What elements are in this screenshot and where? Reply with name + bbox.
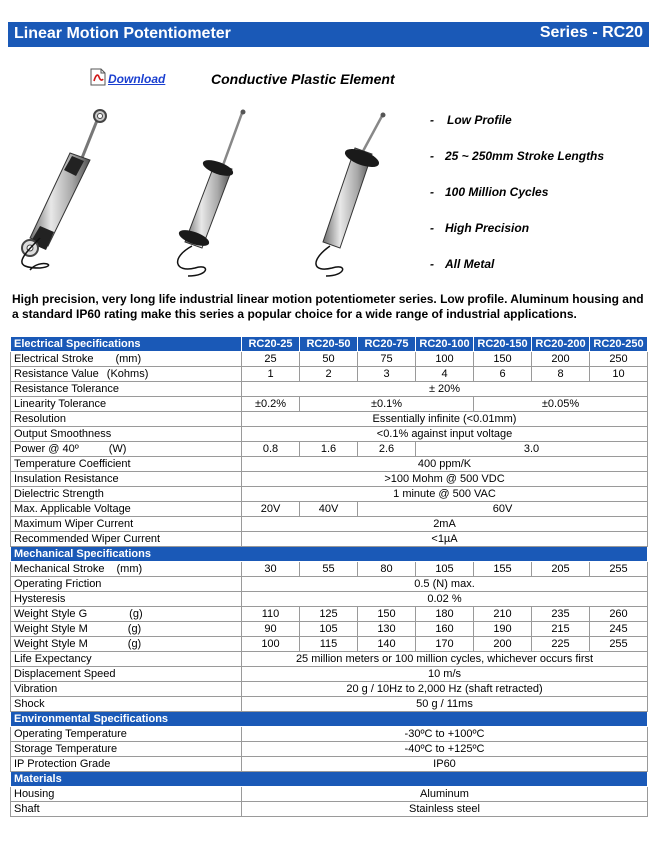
table-cell: 105 (300, 622, 358, 637)
table-cell: 10 m/s (242, 667, 648, 682)
table-cell: 255 (590, 637, 648, 652)
table-cell: 1.6 (300, 442, 358, 457)
table-cell: >100 Mohm @ 500 VDC (242, 472, 648, 487)
table-cell: 245 (590, 622, 648, 637)
table-row (11, 382, 648, 397)
page-title: Linear Motion Potentiometer (14, 25, 231, 42)
row-label: Dielectric Strength (11, 487, 242, 502)
table-cell: 0.02 % (242, 592, 648, 607)
electrical-header-row (11, 337, 648, 352)
row-label: Shaft (11, 802, 242, 817)
section-heading: Electrical Specifications (11, 337, 242, 352)
table-cell: 255 (590, 562, 648, 577)
table-cell: Aluminum (242, 787, 648, 802)
table-cell: 1 (242, 367, 300, 382)
table-row (11, 427, 648, 442)
row-label: Hysteresis (11, 592, 242, 607)
row-label: Max. Applicable Voltage (11, 502, 242, 517)
table-row (11, 397, 648, 412)
row-label: Temperature Coefficient (11, 457, 242, 472)
table-cell: 25 million meters or 100 million cycles, whichever occurs first (242, 652, 648, 667)
table-row (11, 637, 648, 652)
row-label: Linearity Tolerance (11, 397, 242, 412)
table-row (11, 592, 648, 607)
table-cell: 200 (532, 352, 590, 367)
table-cell: 20V (242, 502, 300, 517)
row-label: Power @ 40º (W) (11, 442, 242, 457)
row-label: Electrical Stroke (mm) (11, 352, 242, 367)
row-label: Mechanical Stroke (mm) (11, 562, 242, 577)
table-cell: 180 (416, 607, 474, 622)
product-photo-1 (22, 110, 106, 270)
feature-item: - High Precision (430, 221, 530, 235)
table-cell: 2mA (242, 517, 648, 532)
feature-item: - 100 Million Cycles (430, 185, 549, 199)
feature-item: - All Metal (430, 257, 495, 271)
table-cell: 2.6 (358, 442, 416, 457)
table-cell: 260 (590, 607, 648, 622)
row-label: Recommended Wiper Current (11, 532, 242, 547)
table-cell: 2 (300, 367, 358, 382)
table-row (11, 727, 648, 742)
product-photo-3 (316, 113, 386, 277)
row-label: Output Smoothness (11, 427, 242, 442)
table-cell: 225 (532, 637, 590, 652)
table-row (11, 442, 648, 457)
table-cell: 3 (358, 367, 416, 382)
section-heading: Materials (11, 772, 648, 787)
section-heading: Environmental Specifications (11, 712, 648, 727)
table-cell: 150 (474, 352, 532, 367)
table-row (11, 787, 648, 802)
table-cell: 140 (358, 637, 416, 652)
table-row (11, 412, 648, 427)
table-cell: ± 20% (242, 382, 648, 397)
table-cell: Essentially infinite (<0.01mm) (242, 412, 648, 427)
table-cell: 40V (300, 502, 358, 517)
table-cell: 90 (242, 622, 300, 637)
table-cell: 100 (416, 352, 474, 367)
model-header: RC20-100 (416, 337, 474, 352)
row-label: Shock (11, 697, 242, 712)
table-cell: 30 (242, 562, 300, 577)
row-label: Maximum Wiper Current (11, 517, 242, 532)
table-cell: 3.0 (416, 442, 648, 457)
table-cell: 6 (474, 367, 532, 382)
download-link[interactable]: Download (108, 72, 166, 86)
table-row (11, 667, 648, 682)
table-cell: 4 (416, 367, 474, 382)
title-bar (8, 22, 649, 47)
feature-item: - Low Profile (430, 113, 512, 127)
row-label: Weight Style G (g) (11, 607, 242, 622)
row-label: Resistance Value (Kohms) (11, 367, 242, 382)
row-label: Storage Temperature (11, 742, 242, 757)
product-description: High precision, very long life industrial linear motion potentiometer series. Low profile. Aluminum housing and a standard IP60 rating make this series a popular choice for a wide range of industrial applications. (12, 292, 644, 321)
table-cell: 55 (300, 562, 358, 577)
subtitle: Conductive Plastic Element (211, 71, 395, 87)
table-cell: 160 (416, 622, 474, 637)
table-cell: 0.5 (N) max. (242, 577, 648, 592)
table-cell: -40ºC to +125ºC (242, 742, 648, 757)
table-row (11, 532, 648, 547)
mechanical-header-row (11, 547, 648, 562)
table-row (11, 472, 648, 487)
table-row (11, 502, 648, 517)
table-cell: 25 (242, 352, 300, 367)
table-row (11, 577, 648, 592)
table-row (11, 682, 648, 697)
table-cell: ±0.2% (242, 397, 300, 412)
table-cell: 150 (358, 607, 416, 622)
table-cell: 190 (474, 622, 532, 637)
table-cell: 200 (474, 637, 532, 652)
table-row (11, 622, 648, 637)
model-header: RC20-250 (590, 337, 648, 352)
row-label: Weight Style M (g) (11, 622, 242, 637)
table-cell: -30ºC to +100ºC (242, 727, 648, 742)
table-row (11, 757, 648, 772)
product-photo-2 (177, 110, 246, 277)
table-row (11, 487, 648, 502)
model-header: RC20-200 (532, 337, 590, 352)
table-cell: 110 (242, 607, 300, 622)
table-cell: 60V (358, 502, 648, 517)
table-cell: 155 (474, 562, 532, 577)
table-cell: Stainless steel (242, 802, 648, 817)
table-cell: 115 (300, 637, 358, 652)
model-header: RC20-75 (358, 337, 416, 352)
table-cell: 20 g / 10Hz to 2,000 Hz (shaft retracted) (242, 682, 648, 697)
table-cell: <0.1% against input voltage (242, 427, 648, 442)
table-cell: 50 (300, 352, 358, 367)
table-cell: ±0.05% (474, 397, 648, 412)
model-header: RC20-150 (474, 337, 532, 352)
table-cell: 80 (358, 562, 416, 577)
row-label: Operating Temperature (11, 727, 242, 742)
pdf-icon[interactable] (90, 68, 106, 86)
table-row (11, 457, 648, 472)
table-cell: 205 (532, 562, 590, 577)
row-label: IP Protection Grade (11, 757, 242, 772)
table-cell: 8 (532, 367, 590, 382)
feature-item: - 25 ~ 250mm Stroke Lengths (430, 149, 605, 163)
row-label: Resolution (11, 412, 242, 427)
row-label: Resistance Tolerance (11, 382, 242, 397)
table-cell: 235 (532, 607, 590, 622)
section-heading: Mechanical Specifications (11, 547, 648, 562)
environmental-header-row (11, 712, 648, 727)
table-row (11, 802, 648, 817)
model-header: RC20-25 (242, 337, 300, 352)
table-row (11, 697, 648, 712)
table-row (11, 607, 648, 622)
model-header: RC20-50 (300, 337, 358, 352)
product-photos (10, 108, 420, 280)
table-cell: <1µA (242, 532, 648, 547)
table-cell: ±0.1% (300, 397, 474, 412)
row-label: Displacement Speed (11, 667, 242, 682)
row-label: Vibration (11, 682, 242, 697)
table-cell: IP60 (242, 757, 648, 772)
series-label: Series - RC20 (539, 24, 643, 41)
row-label: Housing (11, 787, 242, 802)
row-label: Life Expectancy (11, 652, 242, 667)
table-cell: 50 g / 11ms (242, 697, 648, 712)
table-cell: 75 (358, 352, 416, 367)
table-cell: 215 (532, 622, 590, 637)
table-row (11, 352, 648, 367)
row-label: Weight Style M (g) (11, 637, 242, 652)
table-cell: 0.8 (242, 442, 300, 457)
table-cell: 1 minute @ 500 VAC (242, 487, 648, 502)
table-row (11, 517, 648, 532)
table-row (11, 652, 648, 667)
table-row (11, 742, 648, 757)
table-cell: 105 (416, 562, 474, 577)
spec-table (10, 336, 648, 817)
table-cell: 170 (416, 637, 474, 652)
table-cell: 210 (474, 607, 532, 622)
row-label: Insulation Resistance (11, 472, 242, 487)
row-label: Operating Friction (11, 577, 242, 592)
table-row (11, 562, 648, 577)
table-cell: 100 (242, 637, 300, 652)
table-cell: 125 (300, 607, 358, 622)
table-row (11, 367, 648, 382)
table-cell: 10 (590, 367, 648, 382)
table-cell: 250 (590, 352, 648, 367)
table-cell: 130 (358, 622, 416, 637)
table-cell: 400 ppm/K (242, 457, 648, 472)
materials-header-row (11, 772, 648, 787)
